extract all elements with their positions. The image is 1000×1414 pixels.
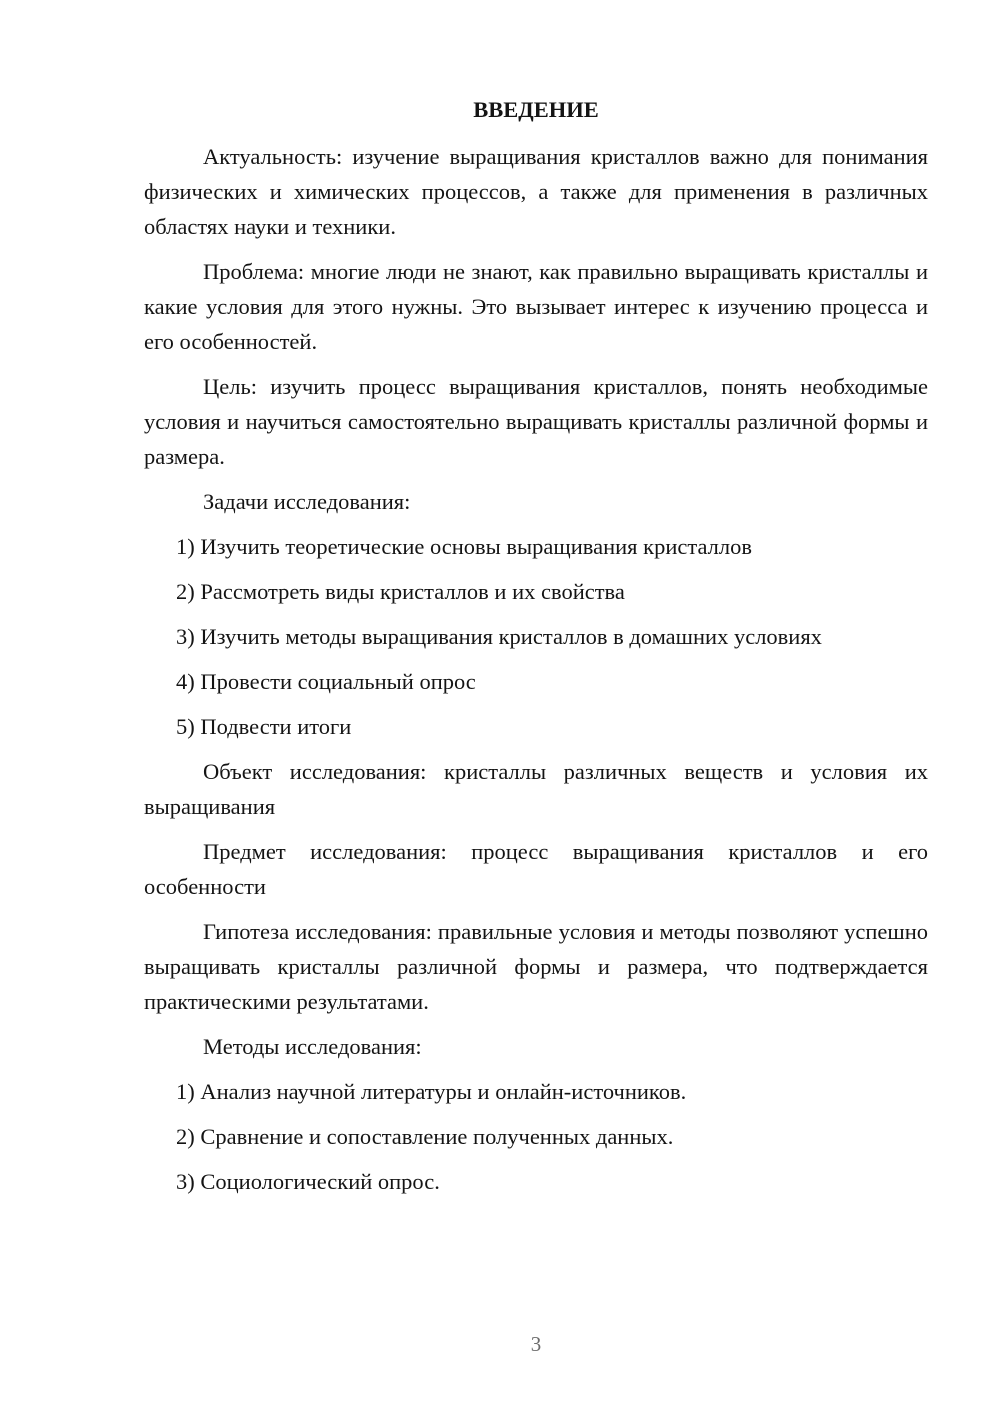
tasks-heading: Задачи исследования: bbox=[203, 489, 411, 514]
tasks-list bbox=[144, 529, 928, 744]
relevance-paragraph: Актуальность: изучение выращивания кристаллов важно для понимания физических и химических процессов, а также для применения в различных областях науки и техники. bbox=[144, 144, 928, 239]
object-paragraph: Объект исследования: кристаллы различных веществ и условия их выращивания bbox=[144, 759, 928, 819]
method-item: 1) Анализ научной литературы и онлайн-источников. bbox=[176, 1079, 687, 1104]
method-item: 2) Сравнение и сопоставление полученных данных. bbox=[176, 1124, 674, 1149]
section-title: ВВЕДЕНИЕ bbox=[473, 97, 599, 122]
hypothesis-paragraph: Гипотеза исследования: правильные условия и методы позволяют успешно выращивать кристаллы различной формы и размера, что подтверждается практическими результатами. bbox=[144, 919, 928, 1014]
methods-list bbox=[144, 1074, 928, 1199]
task-item: 3) Изучить методы выращивания кристаллов в домашних условиях bbox=[176, 624, 822, 649]
goal-paragraph: Цель: изучить процесс выращивания кристаллов, понять необходимые условия и научиться самостоятельно выращивать кристаллы различной формы и размера. bbox=[144, 374, 928, 469]
methods-heading: Методы исследования: bbox=[203, 1034, 422, 1059]
document-body bbox=[144, 92, 928, 1209]
problem-paragraph: Проблема: многие люди не знают, как правильно выращивать кристаллы и какие условия для этого нужны. Это вызывает интерес к изучению процесса и его особенностей. bbox=[144, 259, 928, 354]
task-item: 2) Рассмотреть виды кристаллов и их свойства bbox=[176, 579, 625, 604]
task-item: 5) Подвести итоги bbox=[176, 714, 352, 739]
page-number: 3 bbox=[530, 1332, 542, 1356]
subject-paragraph: Предмет исследования: процесс выращивания кристаллов и его особенности bbox=[144, 839, 928, 899]
task-item: 4) Провести социальный опрос bbox=[176, 669, 476, 694]
method-item: 3) Социологический опрос. bbox=[176, 1169, 440, 1194]
task-item: 1) Изучить теоретические основы выращивания кристаллов bbox=[176, 534, 752, 559]
